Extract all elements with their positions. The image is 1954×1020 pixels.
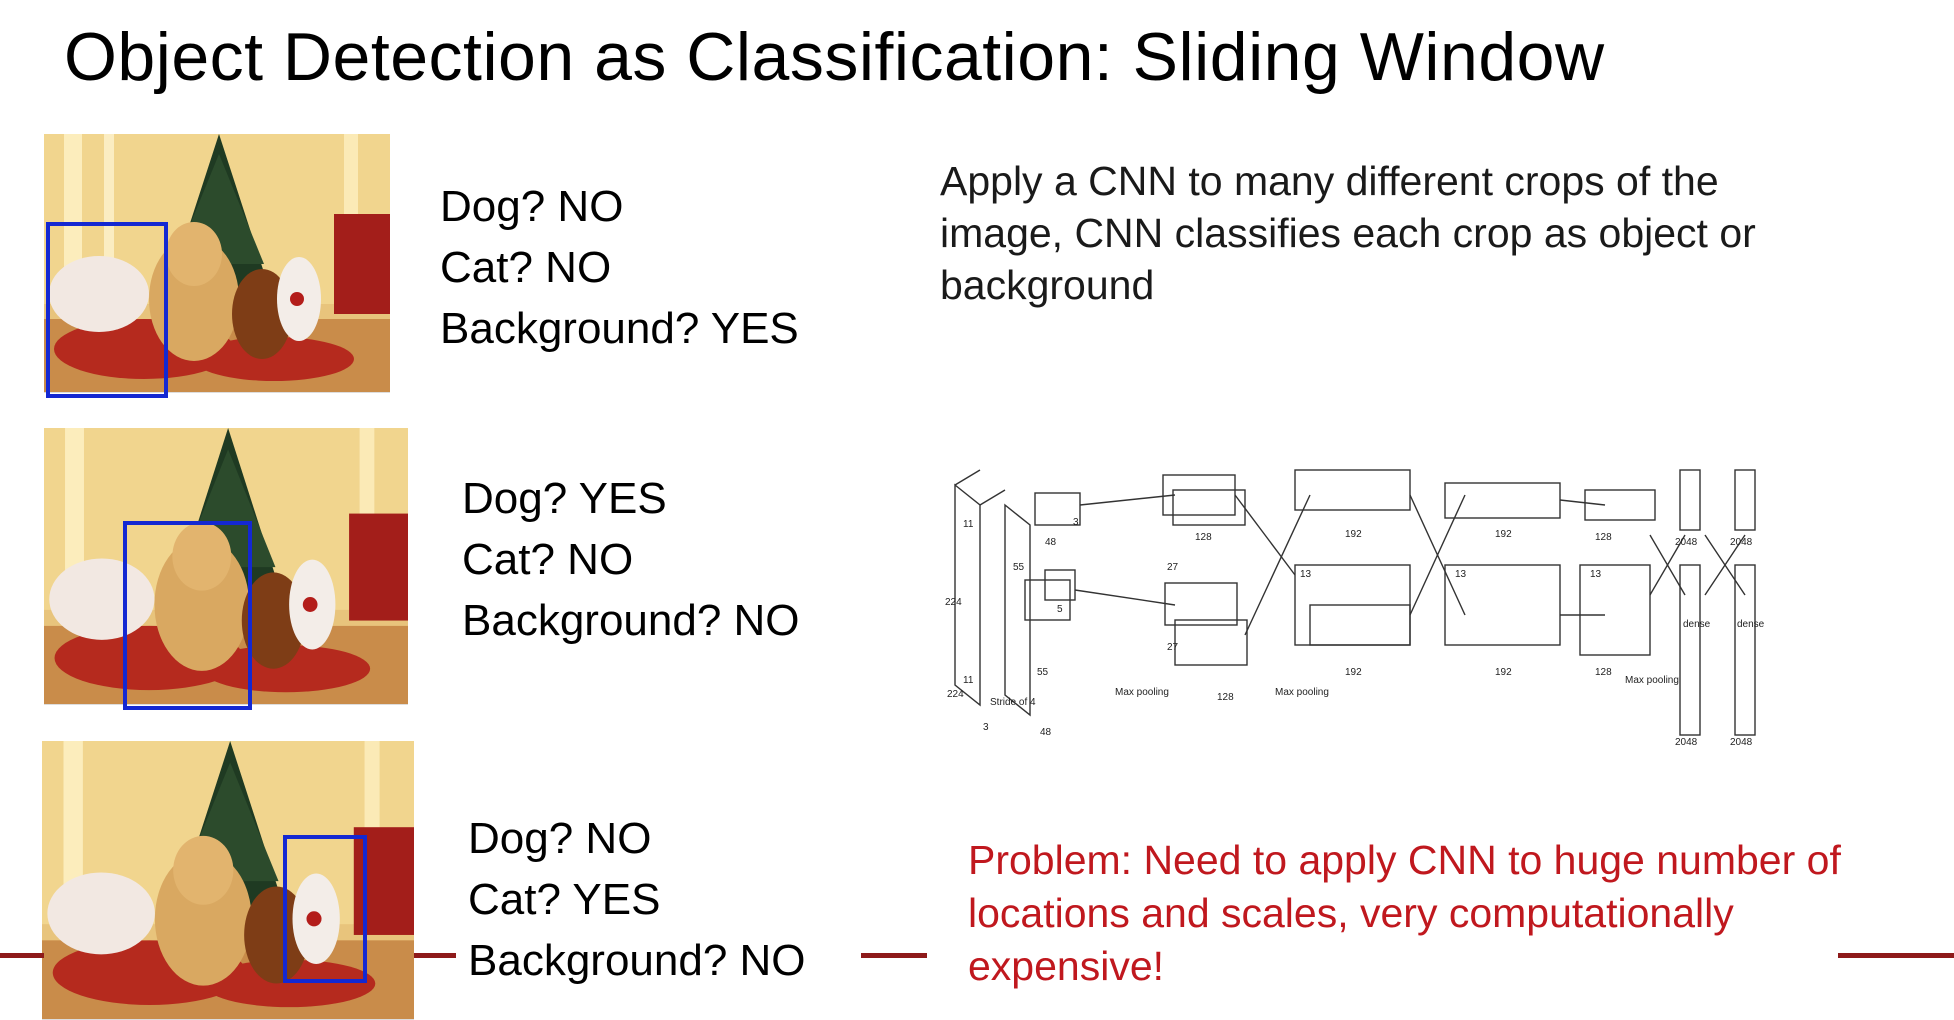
cnn-label: 13 <box>1300 569 1312 580</box>
problem-statement: Problem: Need to apply CNN to huge number of locations and scales, very computationally expensive! <box>968 837 1841 989</box>
cnn-label: 192 <box>1495 667 1512 678</box>
cnn-label: 3 <box>1073 517 1079 528</box>
background-answer: Background? YES <box>440 304 799 353</box>
sliding-window-box <box>46 222 168 398</box>
slide-title: Object Detection as Classification: Sliding Window <box>64 19 1605 95</box>
cat-answer: Cat? YES <box>468 875 661 924</box>
classification-result-1 <box>440 176 799 359</box>
classification-result-3 <box>468 808 814 991</box>
cnn-label: 2048 <box>1675 737 1698 745</box>
cnn-label: 5 <box>1057 604 1063 615</box>
cnn-label: 2048 <box>1730 537 1753 548</box>
cnn-label: 224 <box>945 597 962 608</box>
rule-line-left <box>0 953 44 958</box>
cnn-label: 11 <box>963 519 974 530</box>
cnn-label: 2048 <box>1730 737 1753 745</box>
cnn-label: 48 <box>1040 727 1052 738</box>
cnn-label: 55 <box>1037 667 1049 678</box>
cnn-label: 192 <box>1345 529 1362 540</box>
dog-answer: Dog? NO <box>468 814 652 863</box>
cnn-label: 192 <box>1345 667 1362 678</box>
cnn-label: 3 <box>983 722 989 733</box>
classification-result-2 <box>462 468 800 651</box>
cnn-label: dense <box>1683 619 1711 630</box>
method-description: Apply a CNN to many different crops of the image, CNN classifies each crop as object or background <box>940 158 1756 308</box>
cnn-label: 27 <box>1167 642 1179 653</box>
sliding-window-box <box>123 521 252 710</box>
cnn-label: Stride of 4 <box>990 697 1036 708</box>
cnn-label: Max pooling <box>1625 675 1679 686</box>
dog-answer: Dog? NO <box>440 182 624 231</box>
cnn-label: 192 <box>1495 529 1512 540</box>
cat-answer: Cat? NO <box>462 535 634 584</box>
cnn-label: 128 <box>1595 667 1612 678</box>
cnn-architecture-diagram <box>945 465 1825 745</box>
rule-line-mid-b <box>861 953 927 958</box>
rule-line-mid-a <box>414 953 456 958</box>
cnn-label: Max pooling <box>1115 687 1169 698</box>
cnn-label: 48 <box>1045 537 1057 548</box>
cnn-label: 2048 <box>1675 537 1698 548</box>
cnn-label: dense <box>1737 619 1765 630</box>
rule-line-right <box>1838 953 1954 958</box>
background-answer: Background? NO <box>462 596 800 645</box>
background-answer: Background? NO <box>468 930 814 991</box>
cnn-label: 224 <box>947 689 964 700</box>
cnn-label: 128 <box>1195 532 1212 543</box>
dog-answer: Dog? YES <box>462 474 667 523</box>
cnn-label: 13 <box>1590 569 1602 580</box>
cnn-label: 11 <box>963 675 974 686</box>
cnn-label: Max pooling <box>1275 687 1329 698</box>
cnn-label: 55 <box>1013 562 1025 573</box>
cnn-label: 128 <box>1595 532 1612 543</box>
cnn-label: 128 <box>1217 692 1234 703</box>
cat-answer: Cat? NO <box>440 243 612 292</box>
sliding-window-box <box>283 835 367 983</box>
cnn-label: 13 <box>1455 569 1467 580</box>
cnn-label: 27 <box>1167 562 1179 573</box>
